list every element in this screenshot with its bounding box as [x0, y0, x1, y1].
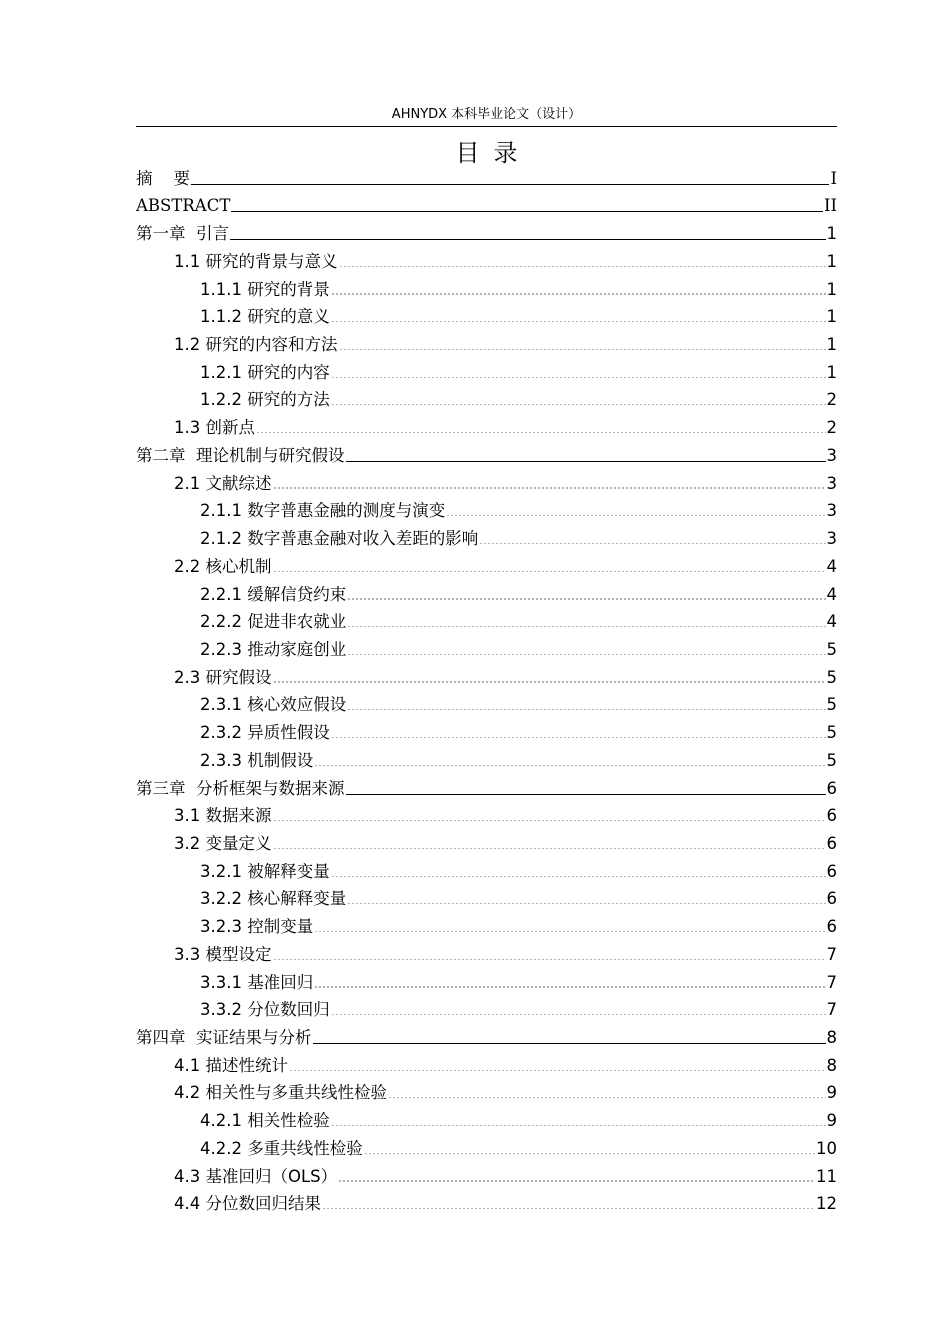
toc-leader [347, 580, 825, 606]
toc-entry[interactable] [136, 552, 837, 580]
toc-entry-title: 3.3.1 基准回归 [200, 972, 314, 992]
toc-entry-page: 9 [826, 1083, 837, 1103]
toc-entry-title: 第一章 引言 [136, 224, 229, 244]
toc-entry-title: 1.2.2 研究的方法 [200, 390, 330, 410]
toc-entry-title: 4.3 基准回归（OLS） [174, 1166, 338, 1186]
toc-entry-title: 1.1.1 研究的背景 [200, 279, 330, 299]
toc-entry-page: 3 [826, 473, 837, 493]
toc-entry-page: 1 [826, 362, 837, 382]
toc-entry[interactable] [136, 303, 837, 331]
toc-entry[interactable] [136, 413, 837, 441]
toc-entry[interactable] [136, 580, 837, 608]
toc-entry-page: 3 [826, 501, 837, 521]
toc-entry-page: 7 [826, 1000, 837, 1020]
toc-entry[interactable] [136, 940, 837, 968]
toc-entry-title: 4.4 分位数回归结果 [174, 1194, 321, 1214]
toc-entry-title: ABSTRACT [136, 196, 231, 216]
toc-entry[interactable] [136, 1134, 837, 1162]
toc-entry-title: 2.3.3 机制假设 [200, 750, 314, 770]
toc-entry-title: 4.2 相关性与多重共线性检验 [174, 1083, 387, 1103]
toc-entry[interactable] [136, 1079, 837, 1107]
toc-entry[interactable] [136, 1190, 837, 1218]
toc-entry-page: 5 [826, 667, 837, 687]
toc-entry-title: 2.3 研究假设 [174, 667, 272, 687]
toc-entry[interactable] [136, 912, 837, 940]
toc-leader [273, 663, 826, 689]
toc-entry-title: 第四章 实证结果与分析 [136, 1028, 312, 1047]
toc-entry-title: 3.2.3 控制变量 [200, 917, 314, 937]
toc-leader [479, 524, 825, 550]
toc-entry-title: 3.2.1 被解释变量 [200, 861, 330, 881]
toc-entry[interactable] [136, 497, 837, 525]
toc-entry-page: 12 [816, 1194, 837, 1214]
toc-entry-page: 4 [826, 612, 837, 632]
toc-leader [256, 413, 826, 439]
toc-entry[interactable] [136, 691, 837, 719]
toc-entry[interactable] [136, 746, 837, 774]
toc-leader [339, 247, 826, 273]
toc-leader [364, 1134, 815, 1160]
toc-entry[interactable] [136, 358, 837, 386]
toc-entry[interactable] [136, 996, 837, 1024]
toc-entry[interactable] [136, 608, 837, 636]
toc-entry-page: 9 [826, 1111, 837, 1131]
toc-leader [331, 275, 826, 301]
toc-entry-title: 1.2 研究的内容和方法 [174, 335, 338, 355]
toc-entry[interactable] [136, 469, 837, 497]
toc-entry-title: 2.1 文献综述 [174, 473, 272, 493]
toc-entry-page: 1 [826, 307, 837, 327]
toc-entry-page: 2 [826, 390, 837, 410]
toc-entry-title: 2.2.2 促进非农就业 [200, 612, 347, 632]
toc-entry-title: 4.2.2 多重共线性检验 [200, 1138, 363, 1158]
toc-leader [273, 552, 826, 578]
toc-entry-title: 2.1.2 数字普惠金融对收入差距的影响 [200, 529, 479, 549]
toc-entry[interactable] [136, 1162, 837, 1190]
toc-leader [339, 330, 826, 356]
toc-entry-page: 8 [826, 1055, 837, 1075]
toc-leader [273, 469, 826, 495]
toc-leader [289, 1051, 826, 1077]
toc-entry-page: 6 [826, 917, 837, 937]
toc-entry-title: 第三章 分析框架与数据来源 [136, 778, 345, 798]
toc-entry[interactable] [136, 663, 837, 691]
toc-entry[interactable] [136, 774, 837, 802]
toc-entry[interactable] [136, 164, 837, 192]
toc-entry-page: 3 [826, 445, 837, 465]
toc-entry-page: 5 [826, 639, 837, 659]
toc-entry[interactable] [136, 857, 837, 885]
toc-entry-title: 1.2.1 研究的内容 [200, 362, 330, 382]
toc-entry-title: 2.1.1 数字普惠金融的测度与演变 [200, 501, 446, 521]
toc-entry[interactable] [136, 829, 837, 857]
toc-entry-page: 7 [826, 944, 837, 964]
toc-leader [338, 1162, 815, 1188]
toc-entry-title: 摘 要 [136, 168, 190, 188]
toc-entry-title: 3.2.2 核心解释变量 [200, 889, 347, 909]
toc-entry-page: 8 [826, 1028, 837, 1047]
toc-entry[interactable] [136, 1051, 837, 1079]
toc-entry-title: 2.2.1 缓解信贷约束 [200, 584, 347, 604]
toc-entry-page: I [830, 168, 837, 188]
toc-entry-title: 3.1 数据来源 [174, 806, 272, 826]
toc-entry-title: 1.1 研究的背景与意义 [174, 251, 338, 271]
toc-entry[interactable] [136, 441, 837, 469]
toc-entry[interactable] [136, 802, 837, 830]
toc-entry-page: 3 [826, 529, 837, 549]
toc-entry[interactable] [136, 219, 837, 247]
toc-entry[interactable] [136, 885, 837, 913]
toc-entry[interactable] [136, 718, 837, 746]
toc-leader [314, 912, 825, 938]
toc-entry-page: 11 [816, 1166, 837, 1186]
toc-entry-page: 6 [826, 806, 837, 826]
toc-entry-title: 3.2 变量定义 [174, 833, 272, 853]
toc-leader [331, 718, 826, 744]
toc-entry-page: 5 [826, 750, 837, 770]
toc-entry[interactable] [136, 386, 837, 414]
toc-entry-page: 1 [826, 335, 837, 355]
toc-leader [273, 829, 826, 855]
table-of-contents [136, 164, 837, 1217]
toc-leader [446, 497, 825, 523]
toc-leader [314, 968, 825, 994]
toc-entry-title: 4.1 描述性统计 [174, 1055, 288, 1075]
toc-leader [331, 303, 826, 329]
toc-entry-page: 1 [826, 224, 837, 244]
toc-entry-page: 4 [826, 584, 837, 604]
toc-entry-page: 4 [826, 556, 837, 576]
toc-leader [313, 1023, 826, 1049]
toc-entry-page: 2 [826, 418, 837, 438]
toc-leader [347, 608, 825, 634]
toc-entry[interactable] [136, 330, 837, 358]
toc-entry-page: 1 [826, 279, 837, 299]
toc-leader [273, 802, 826, 828]
toc-entry-page: 6 [826, 889, 837, 909]
header-rule [136, 126, 837, 127]
toc-leader [331, 358, 826, 384]
toc-leader [314, 746, 825, 772]
toc-leader [191, 164, 829, 190]
toc-entry-page: 7 [826, 972, 837, 992]
toc-entry-title: 3.3.2 分位数回归 [200, 1000, 330, 1020]
toc-entry-title: 2.2.3 推动家庭创业 [200, 639, 347, 659]
toc-entry-page: 6 [826, 861, 837, 881]
toc-leader [346, 774, 826, 800]
toc-leader [231, 192, 823, 218]
toc-entry-page: II [823, 196, 837, 216]
toc-entry-title: 第二章 理论机制与研究假设 [136, 445, 345, 465]
toc-title: 目录 [455, 139, 532, 167]
toc-entry-title: 2.3.2 异质性假设 [200, 723, 330, 743]
toc-leader [331, 996, 826, 1022]
toc-leader [388, 1079, 826, 1105]
toc-leader [347, 635, 825, 661]
toc-entry-page: 1 [826, 251, 837, 271]
toc-entry-page: 6 [826, 833, 837, 853]
toc-leader [347, 691, 825, 717]
toc-entry-page: 10 [816, 1138, 837, 1158]
toc-entry[interactable] [136, 275, 837, 303]
toc-entry[interactable] [136, 192, 837, 220]
toc-entry-title: 4.2.1 相关性检验 [200, 1111, 330, 1131]
running-header: AHNYDX 本科毕业论文（设计） [391, 107, 582, 122]
toc-entry-title: 1.3 创新点 [174, 418, 255, 438]
toc-leader [331, 857, 826, 883]
toc-entry-page: 5 [826, 723, 837, 743]
toc-entry-title: 1.1.2 研究的意义 [200, 307, 330, 327]
toc-entry-title: 2.3.1 核心效应假设 [200, 695, 347, 715]
toc-entry[interactable] [136, 635, 837, 663]
toc-entry[interactable] [136, 1023, 837, 1051]
toc-leader [273, 940, 826, 966]
toc-entry[interactable] [136, 524, 837, 552]
toc-leader [322, 1190, 815, 1216]
toc-entry[interactable] [136, 968, 837, 996]
toc-entry[interactable] [136, 1106, 837, 1134]
toc-entry-page: 5 [826, 695, 837, 715]
toc-entry-title: 2.2 核心机制 [174, 556, 272, 576]
toc-leader [331, 1106, 826, 1132]
toc-leader [346, 441, 826, 467]
toc-entry-page: 6 [826, 778, 837, 798]
toc-leader [331, 386, 826, 412]
toc-leader [230, 219, 826, 245]
toc-leader [347, 885, 825, 911]
toc-entry-title: 3.3 模型设定 [174, 944, 272, 964]
toc-entry[interactable] [136, 247, 837, 275]
